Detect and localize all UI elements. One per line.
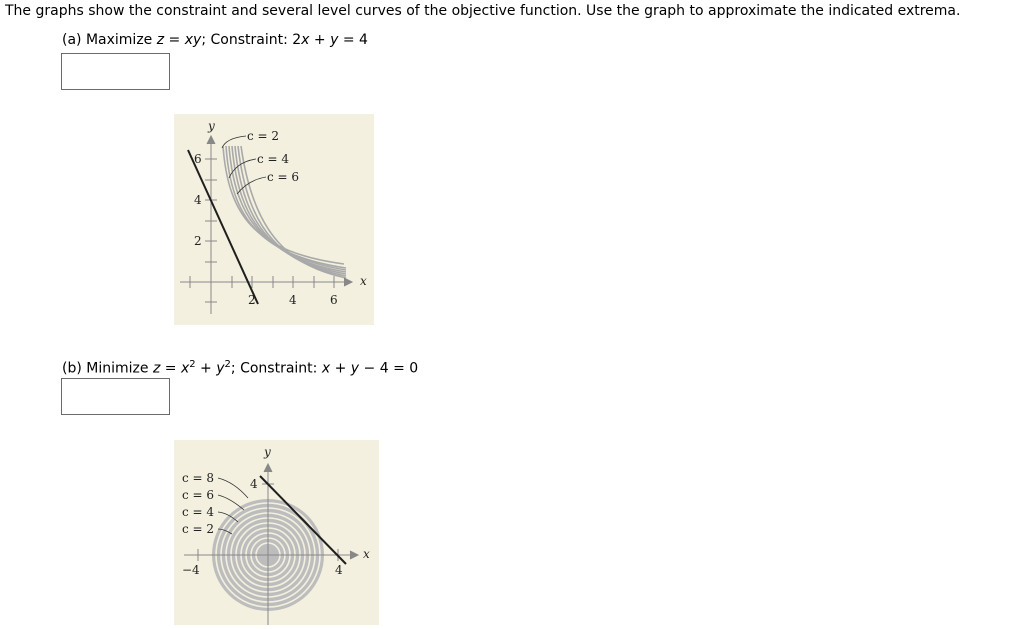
instructions-text: The graphs show the constraint and several level curves of the objective function. Use the graph to approximate the indicated extrema. [5,3,961,19]
part-a-graph [174,114,374,325]
part-b-x-tick-neg4: −4 [182,563,200,577]
part-b-label [62,356,418,378]
part-b-z: z [152,360,161,377]
part-b-y-exponent: 2 [224,359,231,370]
part-a-label-c2: c = 2 [247,129,280,143]
part-b-eq: = [160,360,181,377]
part-a-x-tick-2: 2 [248,293,256,307]
part-b-x-exponent: 2 [189,359,196,370]
part-a-constraint-y: y [330,32,339,48]
part-a-y-axis-label: y [208,119,215,133]
part-b-label-c6: c = 6 [182,488,215,502]
part-a-eq: = [164,32,185,48]
part-a-rhs: = 4 [338,32,368,48]
part-b-answer-input[interactable] [61,378,170,415]
part-a-graph-text [194,119,367,307]
part-b-plus: + [195,360,217,377]
part-a-x-tick-6: 6 [330,293,338,307]
part-a-constraint-x: x [301,32,310,48]
part-b-graph [174,440,379,625]
part-a-answer-input[interactable] [61,53,170,90]
part-b-prefix: (b) Minimize [62,360,153,377]
part-b-label-c2: c = 2 [182,522,215,536]
part-b-constraint-prefix: ; Constraint: [230,360,322,377]
part-b-constraint-plus: + [330,360,351,377]
part-a-x-axis-label: x [360,274,367,288]
part-b-y-tick-4: 4 [250,477,258,491]
part-a-z: z [156,32,165,48]
part-b-graph-svg [174,440,379,625]
part-b-x: x [180,360,190,377]
part-a-label-c6: c = 6 [267,170,300,184]
part-a-constraint-prefix: ; Constraint: 2 [201,32,302,48]
part-b-rhs: − 4 = 0 [359,360,419,377]
level-curve [238,146,346,276]
part-a-graph-svg [174,114,374,325]
part-a-x-tick-4: 4 [289,293,297,307]
part-b-label-c4: c = 4 [182,505,215,519]
part-b-label-c8: c = 8 [182,471,215,485]
part-b-y: y [216,360,225,377]
part-b-x-axis-label: x [363,547,370,561]
part-a-y-tick-6: 6 [194,152,202,166]
part-a-y-tick-4: 4 [194,193,202,207]
part-a-plus: + [309,32,331,48]
part-a-constraint-line [188,150,258,304]
part-a-prefix: (a) Maximize [62,32,157,48]
part-a-y: y [193,32,202,48]
part-a-x: x [184,32,194,48]
part-a-label [62,31,368,49]
part-a-label-c4: c = 4 [257,152,290,166]
part-b-constraint-y: y [350,360,360,377]
part-a-y-tick-2: 2 [194,234,202,248]
part-b-x-tick-4: 4 [335,563,343,577]
part-b-y-axis-label: y [264,445,271,459]
part-b-constraint-x: x [321,360,331,377]
